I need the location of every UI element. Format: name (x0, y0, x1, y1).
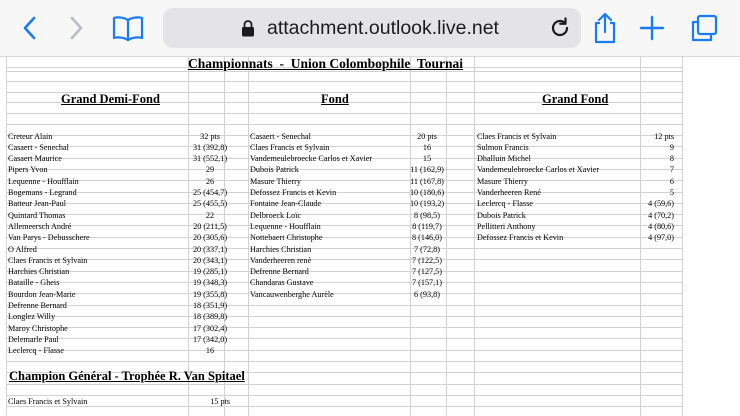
points-value: 8 (669, 154, 674, 164)
competitor-name: Harchies Christian (250, 244, 312, 254)
list-row (8, 187, 230, 198)
competitor-name: Bogemans - Legrand (8, 188, 77, 197)
list-row (250, 142, 447, 153)
competitor-name: Delbroeck Loïc (250, 210, 302, 220)
competitor-name: Casaert - Senechal (8, 142, 69, 152)
heading-grand-fond: Grand Fond (542, 92, 609, 106)
points-value: 29 (205, 165, 215, 175)
points-value: 11 (167,8) (410, 176, 444, 186)
competitor-name: Bataille - Gheis (8, 278, 60, 288)
list-row (8, 345, 230, 356)
points-value: 31 (392,8) (192, 142, 228, 152)
list-row (8, 311, 230, 322)
list-row (8, 153, 230, 164)
points-value: 7 (72,8) (414, 244, 440, 254)
points-value: 7 (127,5) (411, 267, 442, 277)
competitor-name: Claes Francis et Sylvain (477, 131, 557, 141)
list-row (250, 244, 447, 255)
list-row (8, 300, 230, 311)
points-value: 10 (180,6) (409, 188, 445, 197)
list-row (8, 277, 230, 288)
forward-icon[interactable] (58, 10, 94, 46)
points-value: 8 (119,7) (412, 221, 442, 231)
points-value: 4 (80,6) (648, 221, 674, 231)
list-row (8, 142, 230, 153)
competitor-name: Claes Francis et Sylvain (8, 396, 88, 406)
competitor-name: Harchies Christian (8, 267, 70, 277)
share-icon[interactable] (587, 10, 623, 46)
points-value: 31 (552,1) (192, 154, 228, 164)
list-row (477, 221, 674, 232)
competitor-name: Lequenne - Houfflain (250, 221, 321, 231)
list-row (477, 210, 674, 221)
browser-toolbar (0, 0, 740, 57)
lock-icon (241, 19, 255, 42)
points-value: 16 (205, 346, 215, 356)
points-value: 19 (355,8) (192, 289, 228, 299)
list-row (8, 198, 230, 209)
competitor-name: Defossez Francis et Kevin (250, 188, 337, 197)
list-row (477, 164, 674, 175)
competitor-name: Masure Thierry (250, 176, 302, 186)
competitor-name: Defossez Francis et Kevin (477, 233, 564, 243)
spreadsheet-view[interactable] (0, 56, 740, 416)
competitor-name: Sulmon Francis (477, 142, 529, 152)
points-value: 6 (669, 176, 674, 186)
tabs-icon[interactable] (686, 10, 722, 46)
points-value: 4 (70,2) (648, 210, 674, 220)
list-row (250, 164, 447, 175)
competitor-name: Pellitteri Anthony (477, 221, 536, 231)
points-value: 19 (285,1) (192, 267, 228, 277)
points-value: 18 (351,9) (192, 301, 228, 310)
url-text[interactable]: attachment.outlook.live.net (267, 17, 499, 39)
competitor-name: O Alfred (8, 244, 37, 254)
points-value: 20 (305,6) (192, 233, 228, 243)
competitor-name: Leclercq - Flasse (8, 346, 64, 356)
points-value: 5 (669, 188, 674, 197)
heading-fond: Fond (321, 92, 349, 106)
list-row (8, 334, 230, 345)
list-row (250, 187, 447, 198)
bookmarks-icon[interactable] (110, 10, 146, 46)
competitor-name: Defrenne Bernard (250, 267, 309, 277)
points-value: 22 (205, 210, 215, 220)
list-row (8, 323, 230, 334)
competitor-name: Dhalluin Michel (477, 154, 531, 164)
competitor-name: Masure Thierry (477, 176, 529, 186)
list-row (250, 176, 447, 187)
competitor-name: Pipers Yvon (8, 165, 48, 175)
competitor-name: Maroy Christophe (8, 323, 68, 333)
competitor-name: Leclercq - Flasse (477, 199, 533, 209)
list-row (8, 289, 230, 300)
heading-grand-demi-fond: Grand Demi-Fond (61, 92, 160, 106)
points-value: 7 (122,5) (411, 255, 442, 265)
list-row (250, 221, 447, 232)
points-value: 6 (93,8) (414, 289, 440, 299)
competitor-name: Allemeersch André (8, 221, 72, 231)
list-row (250, 153, 447, 164)
points-value: 25 (454,7) (192, 188, 228, 197)
competitor-name: Delemarle Paul (8, 334, 59, 344)
reload-icon[interactable] (549, 17, 571, 44)
list-row (8, 164, 230, 175)
competitor-name: Fontaine Jean-Claude (250, 199, 322, 209)
competitor-name: Lequenne - Houfflain (8, 176, 79, 186)
list-row (477, 131, 674, 142)
points-value: 9 (669, 142, 674, 152)
list-row (477, 153, 674, 164)
competitor-name: Claes Francis et Sylvain (250, 142, 330, 152)
list-row (250, 255, 447, 266)
points-value: 15 (422, 154, 432, 164)
competitor-name: Bourdon Jean-Marie (8, 289, 76, 299)
points-value: 15 pts (210, 396, 230, 406)
competitor-name: Van Parys - Debusschere (8, 233, 90, 243)
competitor-name: Batteur Jean-Paul (8, 199, 66, 209)
competitor-name: Claes Francis et Sylvain (8, 255, 88, 265)
list-row (477, 187, 674, 198)
competitor-name: Vancauwenberghe Aurèle (250, 289, 334, 299)
points-value: 7 (157,1) (411, 278, 442, 288)
points-value: 4 (59,6) (648, 199, 674, 209)
points-value: 25 (455,5) (192, 199, 228, 209)
list-row (8, 244, 230, 255)
competitor-name: Nottebaert Christophe (250, 233, 323, 243)
points-value: 12 pts (654, 131, 674, 141)
competitor-name: Quintard Thomas (8, 210, 66, 220)
points-value: 8 (98,5) (414, 210, 440, 220)
sheet-title: Championnats - Union Colombophile Tournai (188, 56, 463, 71)
points-value: 10 (193,2) (409, 199, 445, 209)
address-bar[interactable] (163, 8, 581, 48)
competitor-name: Dubois Patrick (250, 165, 299, 175)
list-row (8, 221, 230, 232)
heading-champion-general: Champion Général - Trophée R. Van Spitael (9, 369, 245, 383)
list-row (8, 131, 230, 142)
list-row (8, 210, 230, 221)
back-icon[interactable] (12, 10, 48, 46)
list-row (250, 289, 447, 300)
points-value: 17 (342,0) (192, 334, 228, 344)
points-value: 18 (389,8) (192, 312, 228, 322)
new-tab-icon[interactable] (634, 10, 670, 46)
competitor-name: Casaert - Senechal (250, 131, 311, 141)
competitor-name: Chandaras Gustave (250, 278, 314, 288)
list-row (8, 176, 230, 187)
list-row (8, 266, 230, 277)
points-value: 19 (348,3) (192, 278, 228, 288)
competitor-name: Casaert Maurice (8, 154, 62, 164)
points-value: 11 (162,9) (410, 165, 444, 175)
list-row (250, 232, 447, 243)
points-value: 4 (97,0) (648, 233, 674, 243)
list-row (250, 198, 447, 209)
list-row (250, 210, 447, 221)
points-value: 20 (343,1) (192, 255, 228, 265)
list-row (8, 232, 230, 243)
competitor-name: Vanderheeren rené (250, 255, 312, 265)
points-value: 20 pts (417, 131, 437, 141)
points-value: 7 (669, 165, 674, 175)
competitor-name: Vandemeulebroecke Carlos et Xavier (477, 165, 600, 175)
competitor-name: Creteur Alain (8, 131, 53, 141)
competitor-name: Longlez Willy (8, 312, 56, 322)
list-row (477, 142, 674, 153)
competitor-name: Vanderheeren René (477, 188, 541, 197)
points-value: 20 (211,5) (193, 221, 227, 231)
points-value: 17 (302,4) (192, 323, 228, 333)
competitor-name: Dubois Patrick (477, 210, 526, 220)
list-row (250, 277, 447, 288)
list-row (477, 176, 674, 187)
competitor-name: Vandemeulebroecke Carlos et Xavier (250, 154, 373, 164)
list-row (8, 396, 230, 407)
list-row (8, 255, 230, 266)
points-value: 16 (422, 142, 432, 152)
list-row (250, 131, 447, 142)
list-row (250, 266, 447, 277)
list-row (477, 198, 674, 209)
competitor-name: Defrenne Bernard (8, 301, 67, 310)
points-value: 32 pts (200, 131, 220, 141)
points-value: 26 (205, 176, 215, 186)
list-row (477, 232, 674, 243)
points-value: 20 (337,1) (192, 244, 228, 254)
points-value: 8 (146,0) (411, 233, 442, 243)
